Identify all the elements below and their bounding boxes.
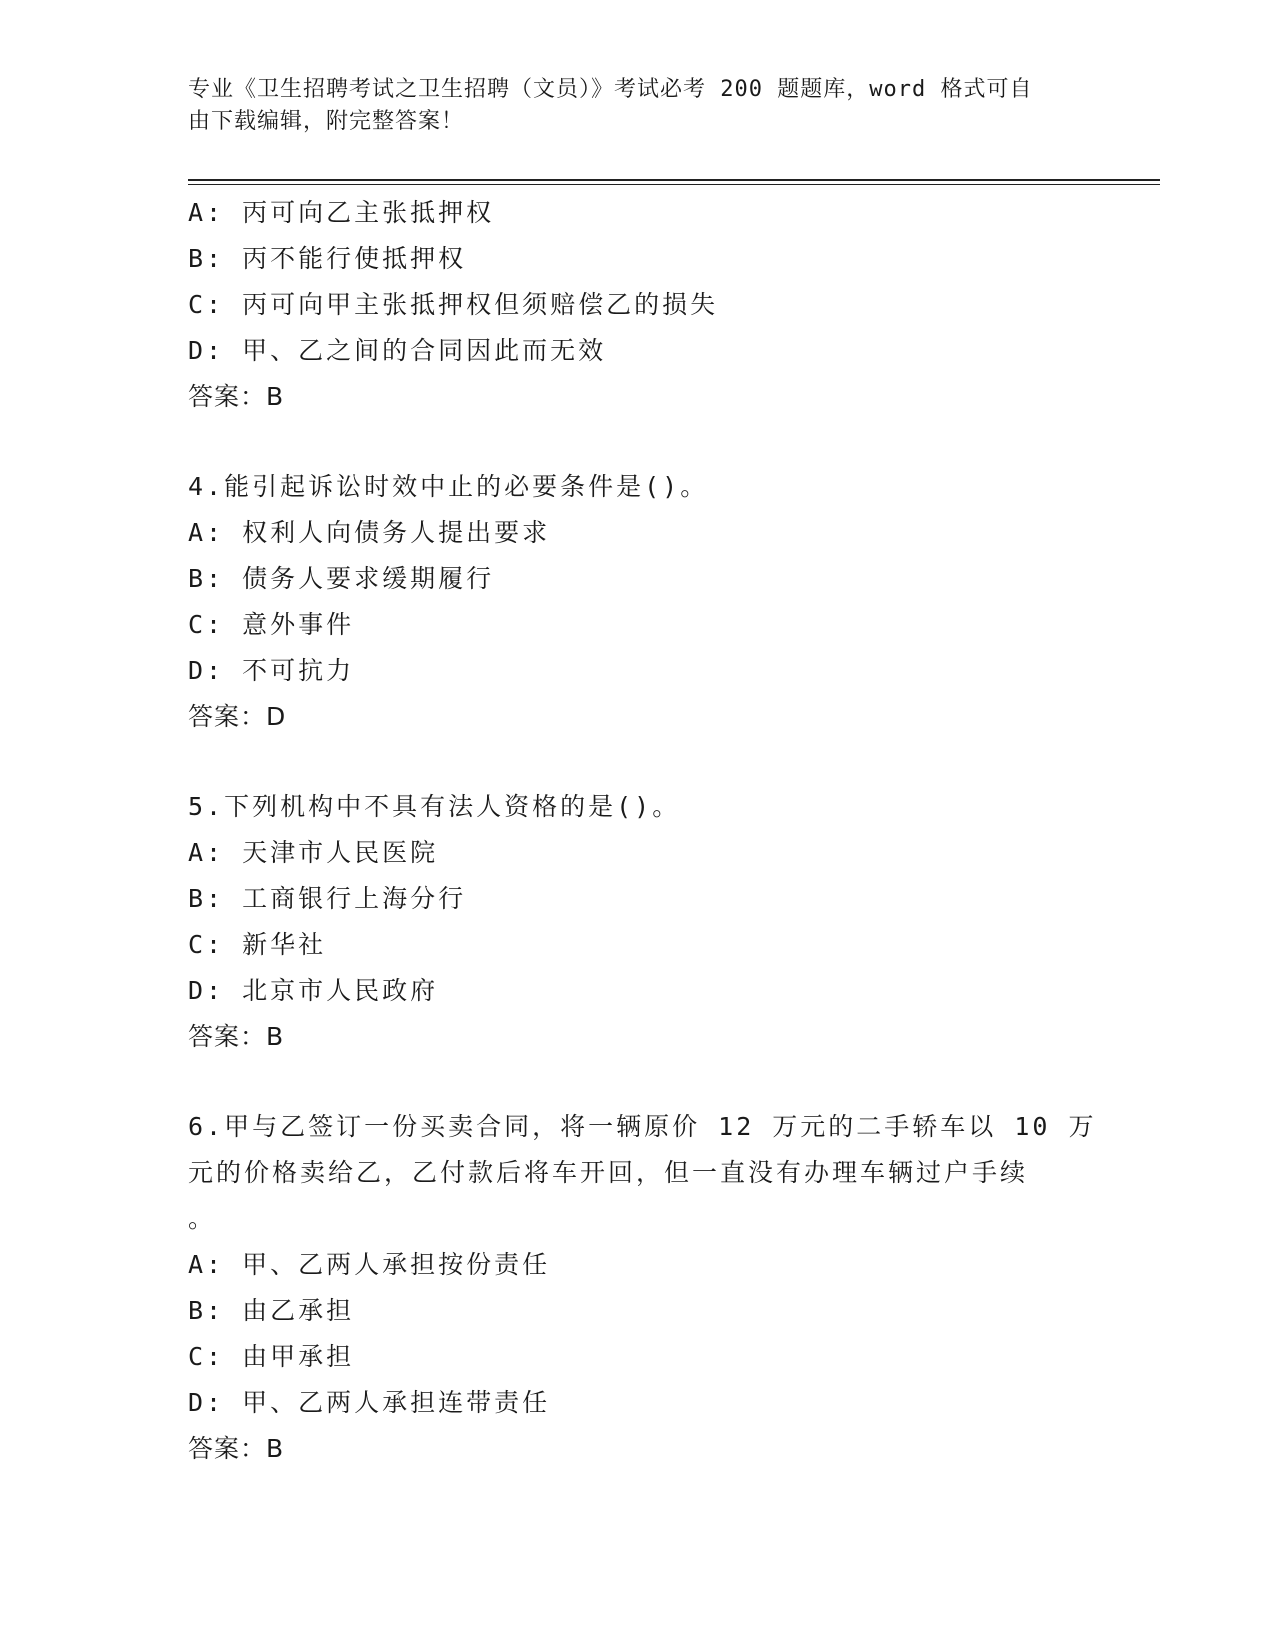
question-stem: 4.能引起诉讼时效中止的必要条件是()。 <box>188 472 709 501</box>
option-c: C: 由甲承担 <box>188 1342 355 1371</box>
header-rule-thick <box>188 179 1160 181</box>
option-a: A: 天津市人民医院 <box>188 838 439 867</box>
option-d: D: 不可抗力 <box>188 656 355 685</box>
option-b: B: 工商银行上海分行 <box>188 884 467 913</box>
option-b: B: 债务人要求缓期履行 <box>188 564 495 593</box>
question-stem: 5.下列机构中不具有法人资格的是()。 <box>188 792 681 821</box>
option-c: C: 意外事件 <box>188 610 355 639</box>
question-4 <box>188 464 1088 740</box>
answer: 答案：D <box>188 702 287 731</box>
answer: 答案：B <box>188 1434 285 1463</box>
document-header <box>188 74 1068 138</box>
option-a: A: 权利人向债务人提出要求 <box>188 518 551 547</box>
option-a: A: 甲、乙两人承担按份责任 <box>188 1250 551 1279</box>
option-b: B: 由乙承担 <box>188 1296 355 1325</box>
question-5 <box>188 784 1088 1060</box>
header-line-2: 由下载编辑，附完整答案！ <box>188 109 465 134</box>
question-list <box>188 190 1097 1516</box>
option-d: D: 北京市人民政府 <box>188 976 439 1005</box>
option-d: D: 甲、乙两人承担连带责任 <box>188 1388 551 1417</box>
option-c: C: 新华社 <box>188 930 327 959</box>
question-stem-line-2: 元的价格卖给乙，乙付款后将车开回，但一直没有办理车辆过户手续 <box>188 1158 1029 1187</box>
header-line-1: 专业《卫生招聘考试之卫生招聘（文员）》考试必考 200 题题库，word 格式可自 <box>188 77 1033 102</box>
option-a: A: 丙可向乙主张抵押权 <box>188 198 495 227</box>
header-rule-thin <box>188 184 1160 185</box>
question-6 <box>188 1104 1097 1472</box>
answer: 答案：B <box>188 382 285 411</box>
option-c: C: 丙可向甲主张抵押权但须赔偿乙的损失 <box>188 290 719 319</box>
option-d: D: 甲、乙之间的合同因此而无效 <box>188 336 607 365</box>
question-stem-line-1: 6.甲与乙签订一份买卖合同，将一辆原价 12 万元的二手轿车以 10 万 <box>188 1112 1097 1141</box>
answer: 答案：B <box>188 1022 285 1051</box>
question-3 <box>188 190 1088 420</box>
option-b: B: 丙不能行使抵押权 <box>188 244 467 273</box>
question-stem-line-3: 。 <box>188 1204 217 1233</box>
